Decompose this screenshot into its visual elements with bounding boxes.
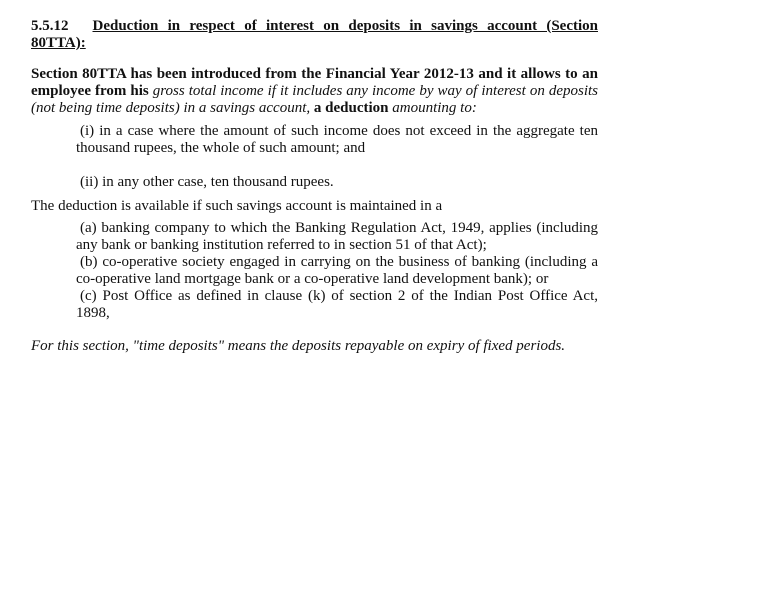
- account-type-text: (c) Post Office as defined in clause (k) of section 2 of the Indian Post Office Act, 1898,: [76, 288, 598, 321]
- section-heading: [31, 18, 598, 52]
- amount-item-text: (i) in a case where the amount of such income does not exceed in the aggregate ten thousand rupees, the whole of such amount; and: [76, 123, 598, 156]
- account-type-text: (b) co-operative society engaged in carrying on the business of banking (including a co-operative land mortgage bank or a co-operative land development bank); or: [76, 254, 598, 287]
- account-type-text: (a) banking company to which the Banking Regulation Act, 1949, applies (including any bank or banking institution referred to in section 51 of that Act);: [76, 220, 598, 253]
- intro-paragraph: [31, 66, 598, 117]
- amount-item-i: [76, 123, 598, 157]
- intro-bold-text: Section 80TTA has been introduced from the Financial Year 2012-13 and it allows to an employee from his: [31, 66, 598, 99]
- account-type-c: [76, 288, 598, 322]
- time-deposits-note: For this section, "time deposits" means the deposits repayable on expiry of fixed periods.: [31, 338, 566, 354]
- intro-deduction-text: a deduction: [313, 100, 389, 116]
- section-title: Deduction in respect of interest on deposits in savings account (Section 80TTA):: [31, 18, 598, 51]
- amount-item-text: (ii) in any other case, ten thousand rupees.: [80, 174, 334, 190]
- intro-amounting-text: amounting to:: [388, 100, 477, 116]
- account-type-a: [76, 220, 598, 254]
- intro-italic-text: gross total income if it includes any income by way of interest on deposits (not being time deposits) in a savings account,: [31, 83, 599, 116]
- section-number: 5.5.12: [31, 18, 69, 34]
- account-type-b: [76, 254, 598, 288]
- amount-item-ii: [76, 174, 598, 191]
- availability-paragraph: The deduction is available if such savings account is maintained in a: [31, 198, 443, 214]
